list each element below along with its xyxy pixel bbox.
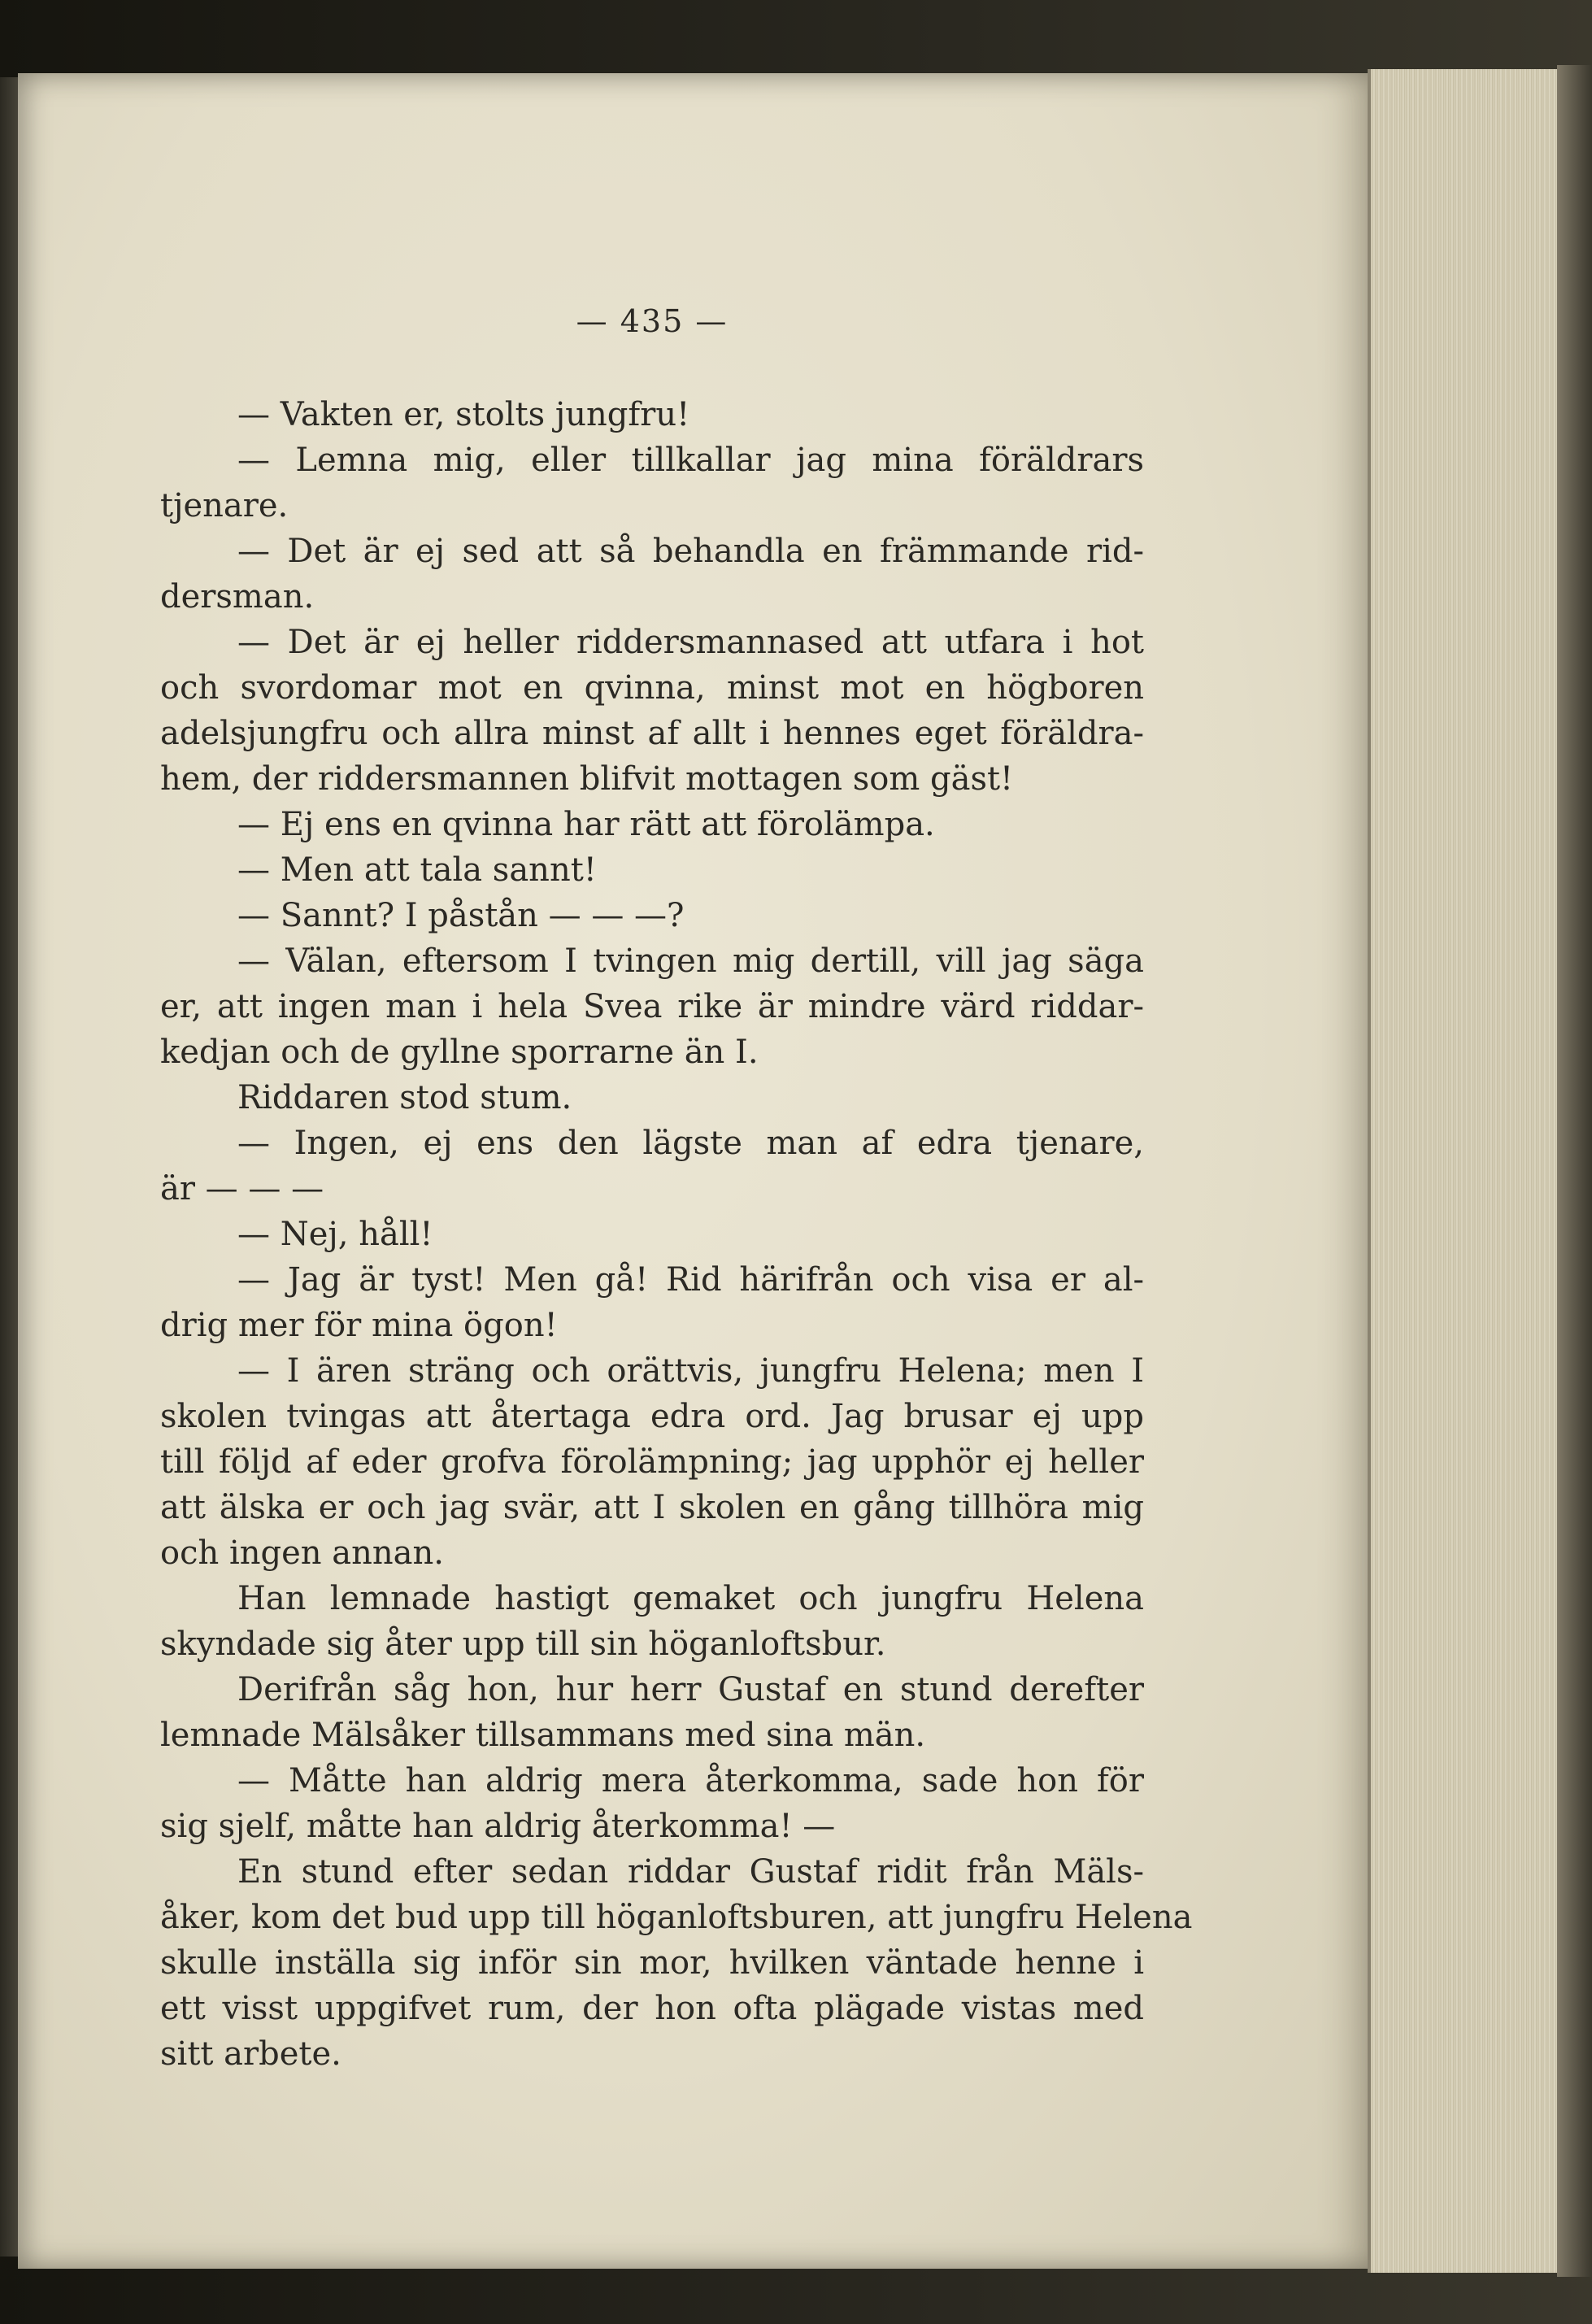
text-line: — Nej, håll! [237, 1216, 433, 1253]
text-line: — Ingen, ej ens den lägste man af edra tjenare, [237, 1125, 1144, 1162]
text-line: — Det är ej heller riddersmannased att utfara i hot [237, 624, 1144, 661]
book-page [18, 73, 1368, 2269]
text-line: Riddaren stod stum. [237, 1079, 572, 1116]
text-line: — Måtte han aldrig mera återkomma, sade hon för [237, 1762, 1144, 1800]
text-line: lemnade Mälsåker tillsammans med sina män. [160, 1717, 926, 1754]
text-line: hem, der riddersmannen blifvit mottagen som gäst! [160, 760, 1014, 798]
page-number: — 435 — [576, 303, 729, 339]
text-line: dersman. [160, 578, 315, 616]
text-line: — Lemna mig, eller tillkallar jag mina föräldrars [237, 442, 1144, 479]
text-line: — Sannt? I påstån — — —? [237, 897, 685, 934]
text-line: — Ej ens en qvinna har rätt att förolämpa. [237, 806, 935, 843]
text-line: er, att ingen man i hela Svea rike är mindre värd riddar- [160, 988, 1144, 1025]
text-line: drig mer för mina ögon! [160, 1307, 558, 1344]
text-line: — Det är ej sed att så behandla en främmande rid- [237, 533, 1144, 570]
text-line: och svordomar mot en qvinna, minst mot en högboren [160, 669, 1144, 707]
text-line: Derifrån såg hon, hur herr Gustaf en stund derefter [237, 1671, 1144, 1708]
text-line: — Välan, eftersom I tvingen mig dertill, vill jag säga [237, 942, 1144, 980]
text-line: till följd af eder grofva förolämpning; jag upphör ej heller [160, 1443, 1144, 1481]
text-line: adelsjungfru och allra minst af allt i hennes eget föräldra- [160, 715, 1144, 752]
text-line: kedjan och de gyllne sporrarne än I. [160, 1034, 759, 1071]
text-line: tjenare. [160, 487, 289, 524]
text-line: är — — — [160, 1170, 324, 1208]
text-line: att älska er och jag svär, att I skolen en gång tillhöra mig [160, 1489, 1144, 1526]
text-line: Han lemnade hastigt gemaket och jungfru Helena [237, 1580, 1144, 1617]
text-line: sitt arbete. [160, 2035, 341, 2073]
text-line: åker, kom det bud upp till höganloftsburen, att jungfru Helena [160, 1899, 1193, 1936]
book-spine-shadow [1557, 65, 1592, 2277]
text-line: En stund efter sedan riddar Gustaf ridit från Mäls- [237, 1853, 1144, 1891]
text-line: ett visst uppgifvet rum, der hon ofta plägade vistas med [160, 1990, 1144, 2027]
text-line: — Men att tala sannt! [237, 851, 597, 889]
text-line: — Vakten er, stolts jungfru! [237, 396, 690, 433]
page-block-edges [1368, 69, 1566, 2273]
text-line: sig sjelf, måtte han aldrig återkomma! — [160, 1808, 836, 1845]
text-line: — Jag är tyst! Men gå! Rid härifrån och visa er al- [237, 1261, 1144, 1299]
text-line: — I ären sträng och orättvis, jungfru Helena; men I [237, 1352, 1144, 1390]
text-line: skolen tvingas att återtaga edra ord. Jag brusar ej upp [160, 1398, 1144, 1435]
text-line: skulle inställa sig inför sin mor, hvilken väntade henne i [160, 1944, 1144, 1982]
text-line: skyndade sig åter upp till sin höganloftsbur. [160, 1625, 886, 1663]
text-line: och ingen annan. [160, 1534, 444, 1572]
